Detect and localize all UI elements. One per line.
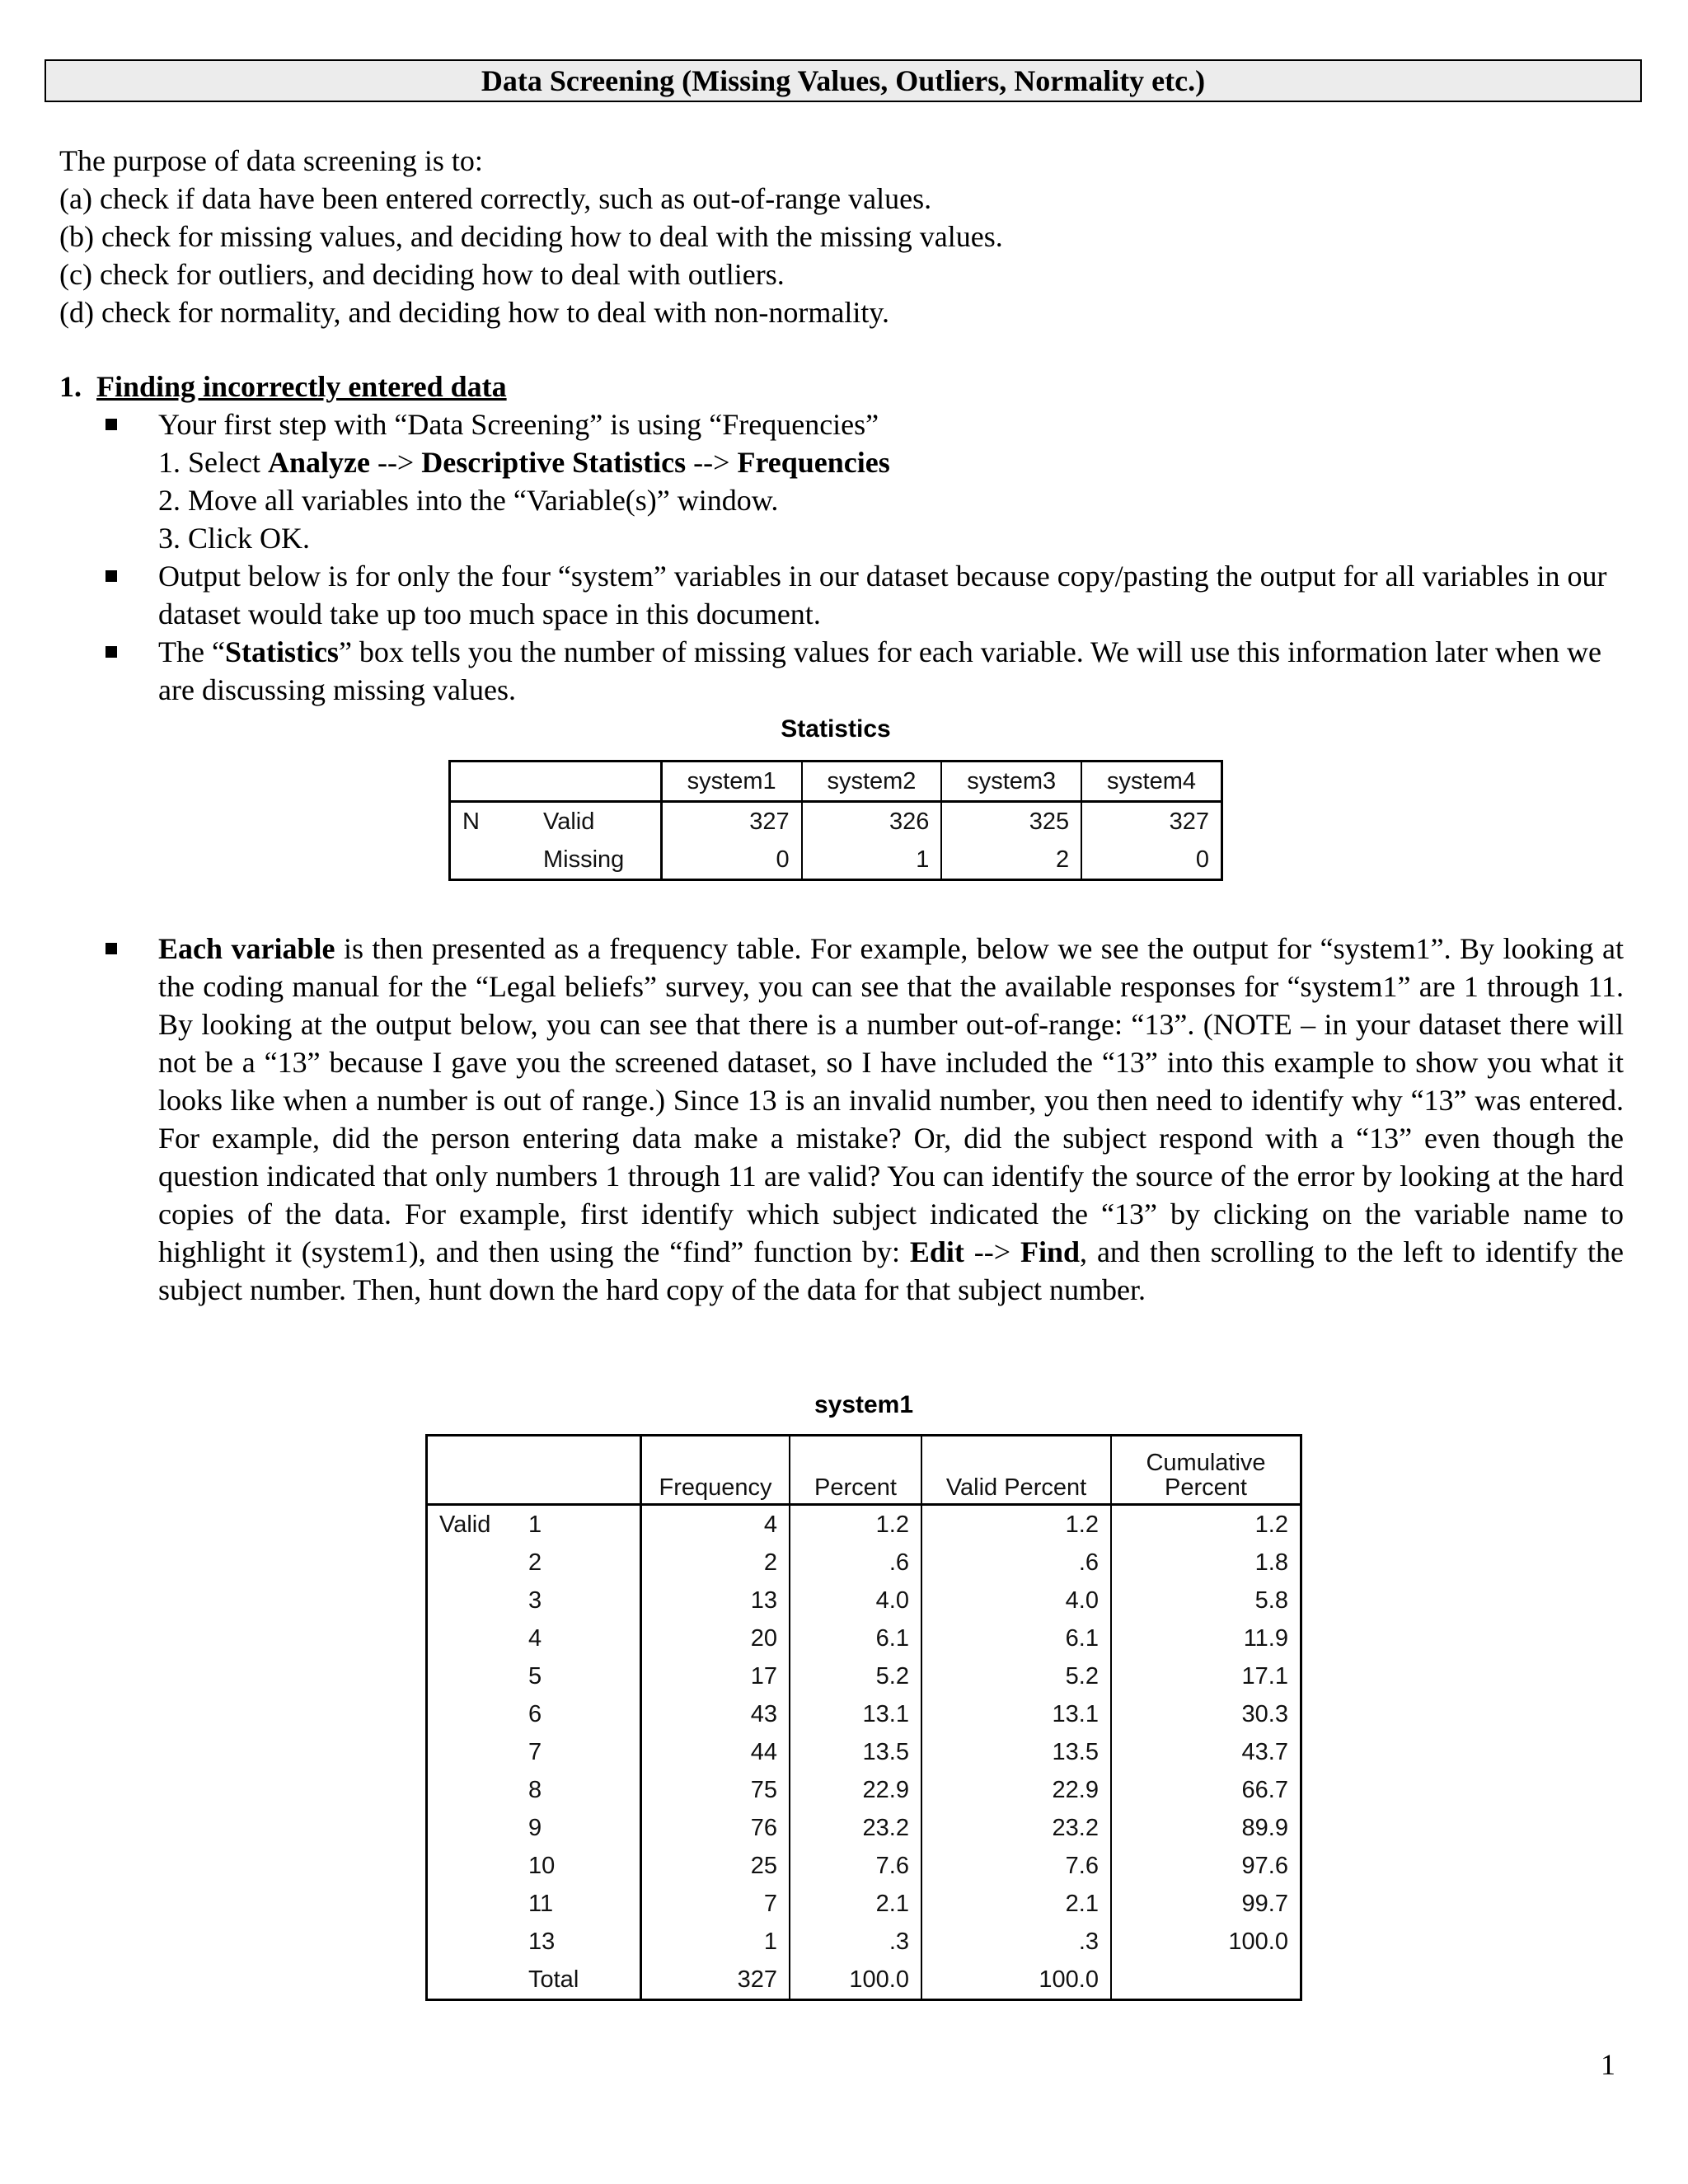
cell: 13.1 xyxy=(790,1695,921,1733)
table-row xyxy=(427,1771,1301,1809)
cell: 0 xyxy=(776,846,790,873)
column-header: system1 xyxy=(661,762,801,802)
cell: 2.1 xyxy=(790,1885,921,1923)
cell: 5.8 xyxy=(1111,1582,1301,1619)
table-row xyxy=(427,1733,1301,1771)
table-corner xyxy=(450,762,662,802)
table-row xyxy=(427,1847,1301,1885)
row-group-label xyxy=(427,1582,518,1619)
row-group-label xyxy=(427,1657,518,1695)
cell: 76 xyxy=(750,1814,777,1841)
row-group-label xyxy=(427,1885,518,1923)
cell: 1.2 xyxy=(921,1505,1111,1544)
section-1-heading: 1. Finding incorrectly entered data xyxy=(59,370,507,403)
cell: .6 xyxy=(921,1544,1111,1582)
cell: 0 xyxy=(1081,841,1221,880)
row-label: 2 xyxy=(517,1544,641,1582)
intro-section xyxy=(59,142,1625,331)
column-header: Percent xyxy=(790,1436,921,1505)
section-title: Finding incorrectly entered data xyxy=(96,370,507,403)
table-row xyxy=(427,1885,1301,1923)
row-group-label xyxy=(427,1733,518,1771)
row-label: 3 xyxy=(517,1582,641,1619)
row-label: Missing xyxy=(532,841,661,880)
row-label: Total xyxy=(517,1961,641,2000)
row-label: 7 xyxy=(517,1733,641,1771)
cell: 4 xyxy=(763,1511,777,1538)
bullet-text: Each variable is then presented as a frequency table. For example, below we see the output for “system1”. By looking at the coding manual for the “Legal beliefs” survey, you can see that the available responses for “system1” are 1 through 11. By looking at the output below, you can see that there is a number out-of-range: “13”. (NOTE – in your dataset there will not be a “13” because I gave you the screened dataset, so I have included the “13” into this example to show you what it looks like when a number is out of range.) Since 13 is an invalid number, you then need to identify why “13” was entered. For example, did the person entering data make a mistake? Or, did the subject respond with a “13” even though the question indicated that only numbers 1 through 11 are valid? You can identify the source of the error by looking at the hard copies of the data. For example, first identify which subject indicated the “13” by clicking on the variable name to highlight it (system1), and then using the “find” function by: Edit --> Find, and then scrolling to the left to identify the subject number. Then, hunt down the hard copy of the data for that subject number. xyxy=(158,932,1624,1306)
cell: 13.1 xyxy=(921,1695,1111,1733)
table-header-row xyxy=(427,1436,1301,1505)
cell: 1 xyxy=(763,1928,777,1955)
row-group-label xyxy=(427,1847,518,1885)
cell: 327 xyxy=(737,1966,777,1993)
cell: 1.2 xyxy=(1111,1505,1301,1544)
system1-table-title: system1 xyxy=(814,1391,914,1418)
cell: 13 xyxy=(750,1586,777,1614)
cell: 22.9 xyxy=(790,1771,921,1809)
cell: 13.5 xyxy=(921,1733,1111,1771)
cell: 7.6 xyxy=(921,1847,1111,1885)
row-label: 5 xyxy=(517,1657,641,1695)
cell: 4.0 xyxy=(921,1582,1111,1619)
statistics-table xyxy=(448,760,1223,881)
cell: 5.2 xyxy=(790,1657,921,1695)
row-label: 8 xyxy=(517,1771,641,1809)
cell: .3 xyxy=(921,1923,1111,1961)
bullet-text: The “Statistics” box tells you the number of missing values for each variable. We will use this information later when we are discussing missing values. xyxy=(158,635,1601,706)
intro-item-b: (b) check for missing values, and deciding how to deal with the missing values. xyxy=(59,220,1003,253)
cell: 43.7 xyxy=(1111,1733,1301,1771)
row-group-label xyxy=(427,1695,518,1733)
cell: .3 xyxy=(790,1923,921,1961)
table-row xyxy=(450,802,1222,841)
row-group-label xyxy=(427,1923,518,1961)
row-label: 4 xyxy=(517,1619,641,1657)
cell: 17 xyxy=(750,1662,777,1690)
cell: 13.5 xyxy=(790,1733,921,1771)
cell: 100.0 xyxy=(921,1961,1111,2000)
table-row xyxy=(427,1619,1301,1657)
row-label: Valid xyxy=(532,802,661,841)
cell: 6.1 xyxy=(921,1619,1111,1657)
cell: 66.7 xyxy=(1111,1771,1301,1809)
bullet-square-icon xyxy=(106,570,117,582)
column-header: system4 xyxy=(1081,762,1221,802)
cell: 11.9 xyxy=(1111,1619,1301,1657)
cell: 326 xyxy=(802,802,942,841)
row-group-label xyxy=(427,1544,518,1582)
system1-frequency-table xyxy=(425,1434,1302,2001)
cell: 100.0 xyxy=(790,1961,921,2000)
table-row xyxy=(450,841,1222,880)
column-header: system3 xyxy=(941,762,1081,802)
cell: 44 xyxy=(750,1738,777,1765)
table-row xyxy=(427,1544,1301,1582)
cell: 22.9 xyxy=(921,1771,1111,1809)
bullet-square-icon xyxy=(106,419,117,430)
section-number: 1 xyxy=(59,370,74,403)
bullet-square-icon xyxy=(106,943,117,954)
cell: 4.0 xyxy=(790,1582,921,1619)
intro-item-d: (d) check for normality, and deciding how to deal with non-normality. xyxy=(59,296,890,329)
row-label: 10 xyxy=(517,1847,641,1885)
row-group-label: Valid xyxy=(439,1511,491,1538)
page-number: 1 xyxy=(1601,2048,1615,2081)
cell: .6 xyxy=(790,1544,921,1582)
cell: 2 xyxy=(941,841,1081,880)
table-row xyxy=(427,1657,1301,1695)
row-group-label xyxy=(427,1961,518,2000)
intro-item-a: (a) check if data have been entered correctly, such as out-of-range values. xyxy=(59,182,932,215)
cell: 327 xyxy=(1081,802,1221,841)
cell: 20 xyxy=(750,1624,777,1652)
cell: 100.0 xyxy=(1111,1923,1301,1961)
table-row xyxy=(427,1809,1301,1847)
table-corner xyxy=(427,1436,641,1505)
cell: 89.9 xyxy=(1111,1809,1301,1847)
cell: 2 xyxy=(763,1549,777,1576)
statistics-table-title: Statistics xyxy=(781,715,891,743)
column-header: Valid Percent xyxy=(921,1436,1111,1505)
row-label: 11 xyxy=(517,1885,641,1923)
table-row xyxy=(427,1961,1301,2000)
step-3: 3. Click OK. xyxy=(158,522,310,555)
cell: 25 xyxy=(750,1852,777,1879)
cell xyxy=(1111,1961,1301,2000)
row-group-label xyxy=(427,1809,518,1847)
step-1: 1. Select Analyze --> Descriptive Statistics --> Frequencies xyxy=(158,446,890,479)
bullet-square-icon xyxy=(106,646,117,658)
cell: 23.2 xyxy=(921,1809,1111,1847)
cell: 6.1 xyxy=(790,1619,921,1657)
table-header-row xyxy=(450,762,1222,802)
row-group-label xyxy=(427,1619,518,1657)
table-row xyxy=(427,1695,1301,1733)
cell: 1.2 xyxy=(790,1505,921,1544)
table-row xyxy=(427,1582,1301,1619)
cell: 99.7 xyxy=(1111,1885,1301,1923)
cell: 17.1 xyxy=(1111,1657,1301,1695)
table-row xyxy=(427,1505,1301,1544)
intro-item-c: (c) check for outliers, and deciding how to deal with outliers. xyxy=(59,258,785,291)
row-label: 1 xyxy=(517,1505,641,1544)
intro-lead: The purpose of data screening is to: xyxy=(59,144,483,177)
cell: 23.2 xyxy=(790,1809,921,1847)
cell: 43 xyxy=(750,1700,777,1727)
column-header: system2 xyxy=(802,762,942,802)
cell: 97.6 xyxy=(1111,1847,1301,1885)
cell: 7 xyxy=(763,1890,777,1917)
bullet-text: Output below is for only the four “system” variables in our dataset because copy/pasting the output for all variables in our dataset would take up too much space in this document. xyxy=(158,560,1607,630)
column-header: Frequency xyxy=(641,1436,790,1505)
cell: 30.3 xyxy=(1111,1695,1301,1733)
cell: 2.1 xyxy=(921,1885,1111,1923)
row-label: 13 xyxy=(517,1923,641,1961)
cell: 5.2 xyxy=(921,1657,1111,1695)
row-label: 9 xyxy=(517,1809,641,1847)
column-header: Cumulative Percent xyxy=(1111,1436,1301,1505)
row-label: 6 xyxy=(517,1695,641,1733)
row-group-label xyxy=(427,1771,518,1809)
page-title: Data Screening (Missing Values, Outliers, Normality etc.) xyxy=(45,59,1642,102)
bullet-text: Your first step with “Data Screening” is using “Frequencies” xyxy=(158,408,879,441)
row-group-label: N xyxy=(462,808,480,835)
step-2: 2. Move all variables into the “Variable(s)” window. xyxy=(158,484,779,517)
cell: 75 xyxy=(750,1776,777,1803)
cell: 1.8 xyxy=(1111,1544,1301,1582)
table-row xyxy=(427,1923,1301,1961)
cell: 327 xyxy=(749,808,790,835)
cell: 1 xyxy=(802,841,942,880)
cell: 7.6 xyxy=(790,1847,921,1885)
cell: 325 xyxy=(941,802,1081,841)
